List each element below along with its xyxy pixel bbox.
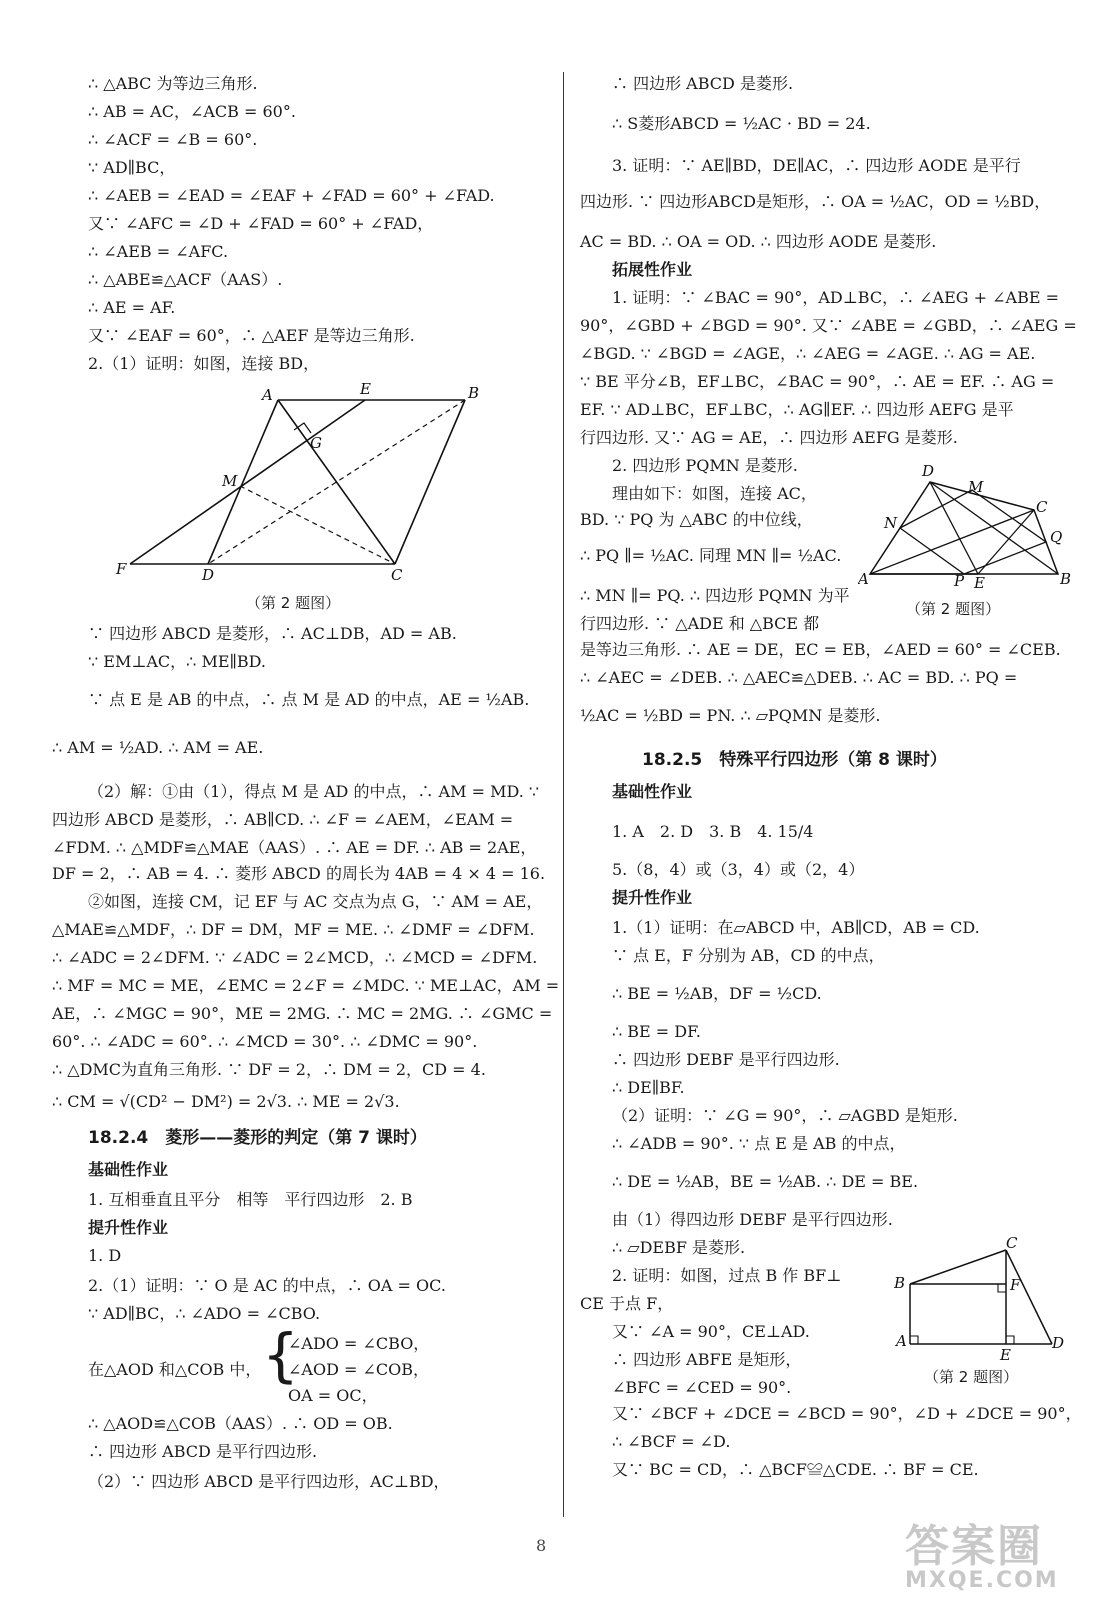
text-line: ∴ ▱DEBF 是菱形. (612, 1238, 746, 1257)
section-title: 18.2.4 菱形——菱形的判定（第 7 课时） (88, 1128, 427, 1148)
label-A: A (262, 386, 273, 404)
label-B: B (468, 384, 480, 402)
system-line: OA = OC， (288, 1386, 378, 1405)
text-line: ∠FDM. ∴ △MDF≌△MAE（AAS）. ∴ AE = DF. ∴ AB = 2AE， (52, 838, 537, 857)
label-F: F (1010, 1276, 1021, 1294)
text-line: 60°. ∴ ∠ADC = 60°. ∴ ∠MCD = 30°. ∴ ∠DMC = 90°. (52, 1032, 478, 1051)
section-label: 基础性作业 (612, 782, 693, 801)
text-line: ∴ BE = DF. (612, 1022, 701, 1041)
text-line: △MAE≌△MDF，∴ DF = DM，MF = ME. ∴ ∠DMF = ∠DFM. (52, 920, 535, 939)
text-line: （2）证明：∵ ∠G = 90°，∴ ▱AGBD 是矩形. (612, 1106, 958, 1125)
figure-caption: （第 2 题图） (906, 600, 1001, 618)
text-line: 2. 证明：如图，过点 B 作 BF⊥ (612, 1266, 842, 1285)
text-line: ∴ MF = MC = ME，∠EMC = 2∠F = ∠MDC. ∵ ME⊥AC，AM = (52, 976, 560, 995)
brace: { (262, 1321, 299, 1389)
text-line: AC = BD. ∴ OA = OD. ∴ 四边形 AODE 是菱形. (580, 232, 937, 251)
text-line: ∴ 四边形 ABCD 是平行四边形. (88, 1442, 318, 1461)
text-line: 1.（1）证明：在▱ABCD 中，AB∥CD，AB = CD. (612, 918, 980, 937)
text-line: 1. 互相垂直且平分 相等 平行四边形 2. B (88, 1190, 413, 1209)
text-line: 行四边形. 又∵ AG = AE，∴ 四边形 AEFG 是菱形. (580, 428, 958, 447)
text-line: ∴ ∠ADC = 2∠DFM. ∵ ∠ADC = 2∠MCD，∴ ∠MCD = ∠DFM. (52, 948, 538, 967)
text-line: 1. 证明：∵ ∠BAC = 90°，AD⊥BC，∴ ∠AEG + ∠ABE = (612, 288, 1060, 307)
text-line: AE，∴ ∠MGC = 90°，ME = 2MG. ∴ MC = 2MG. ∴ ∠GMC = (52, 1004, 553, 1023)
label-C: C (391, 566, 403, 584)
label-M: M (222, 472, 238, 490)
label-C: C (1036, 498, 1048, 516)
text-line: ∴ △AOD≌△COB（AAS）. ∴ OD = OB. (88, 1414, 393, 1433)
column-divider (563, 72, 564, 1517)
text-line: ∠BGD. ∵ ∠BGD = ∠AGE，∴ ∠AEG = ∠AGE. ∴ AG = AE. (580, 344, 1036, 363)
text-line: ∴ AB = AC，∠ACB = 60°. (88, 102, 296, 121)
text-line: ∴ ∠AEC = ∠DEB. ∴ △AEC≌△DEB. ∴ AC = BD. ∴ PQ = (580, 668, 1018, 687)
text-line: ∵ 点 E，F 分别为 AB，CD 的中点， (612, 946, 885, 965)
text-line: 2.（1）证明：∵ O 是 AC 的中点，∴ OA = OC. (88, 1276, 446, 1295)
text-line: EF. ∵ AD⊥BC，EF⊥BC，∴ AG∥EF. ∴ 四边形 AEFG 是平 (580, 400, 1014, 419)
text-line: 行四边形. ∵ △ADE 和 △BCE 都 (580, 614, 820, 633)
text-line: ½AC = ½BD = PN. ∴ ▱PQMN 是菱形. (580, 706, 881, 725)
text-line: （2）∵ 四边形 ABCD 是平行四边形，AC⊥BD， (88, 1472, 450, 1491)
text-line: 又∵ ∠BCF + ∠DCE = ∠BCD = 90°，∠D + ∠DCE = 90°， (612, 1404, 1082, 1423)
section-title: 18.2.5 特殊平行四边形（第 8 课时） (642, 750, 947, 770)
text-line: 1. D (88, 1246, 122, 1265)
text-line: ∴ △ABC 为等边三角形. (88, 74, 258, 93)
system-line: ∠AOD = ∠COB， (288, 1360, 430, 1379)
text-line: 理由如下：如图，连接 AC， (612, 484, 817, 503)
rectangle-figure (894, 1234, 1064, 1364)
rhombus-figure (110, 378, 500, 588)
label-Q: Q (1050, 528, 1063, 546)
text-line: 又∵ BC = CD，∴ △BCF≌△CDE. ∴ BF = CE. (612, 1460, 979, 1479)
label-N: N (884, 514, 898, 532)
page-number: 8 (536, 1536, 547, 1555)
label-D: D (202, 566, 215, 584)
text-line: ∴ ∠ACF = ∠B = 60°. (88, 130, 258, 149)
text-line: 四边形 ABCD 是菱形，∴ AB∥CD. ∴ ∠F = ∠AEM，∠EAM = (52, 810, 514, 829)
label-E: E (360, 380, 371, 398)
text-line: ∴ S菱形ABCD = ½AC · BD = 24. (612, 114, 871, 133)
label-A: A (858, 570, 869, 588)
text-line: 又∵ ∠EAF = 60°，∴ △AEF 是等边三角形. (88, 326, 415, 345)
section-label: 提升性作业 (612, 888, 693, 907)
text-line: ∴ ∠ADB = 90°. ∵ 点 E 是 AB 的中点， (612, 1134, 906, 1153)
text-line: 2. 四边形 PQMN 是菱形. (612, 456, 798, 475)
text-line: ∵ 点 E 是 AB 的中点，∴ 点 M 是 AD 的中点，AE = ½AB. (88, 690, 530, 709)
text-line: ∠BFC = ∠CED = 90°. (612, 1378, 792, 1397)
text-line: ∴ DE = ½AB，BE = ½AB. ∴ DE = BE. (612, 1172, 919, 1191)
text-line: ∵ EM⊥AC，∴ ME∥BD. (88, 652, 266, 671)
text-line: 是等边三角形. ∴ AE = DE，EC = EB，∠AED = 60° = ∠CEB. (580, 640, 1061, 659)
text-line: ∴ CM = √(CD² − DM²) = 2√3. ∴ ME = 2√3. (52, 1092, 400, 1111)
quadrilateral-figure (858, 462, 1073, 592)
text-line: 又∵ ∠AFC = ∠D + ∠FAD = 60° + ∠FAD， (88, 214, 434, 233)
label-P: P (954, 572, 965, 590)
text-line: ∵ AD∥BC， (88, 158, 176, 177)
text-line: ∵ 四边形 ABCD 是菱形，∴ AC⊥DB，AD = AB. (88, 624, 457, 643)
watermark (905, 1510, 1085, 1593)
text-line: ∴ AM = ½AD. ∴ AM = AE. (52, 738, 264, 757)
text-line: ∴ △DMC为直角三角形. ∵ DF = 2，∴ DM = 2，CD = 4. (52, 1060, 486, 1079)
text-line: ∴ DE∥BF. (612, 1078, 685, 1097)
text-line: ∴ MN ∥= PQ. ∴ 四边形 PQMN 为平 (580, 586, 850, 605)
text-line: ∴ 四边形 DEBF 是平行四边形. (612, 1050, 840, 1069)
text-line: （2）解：①由（1），得点 M 是 AD 的中点，∴ AM = MD. ∵ (88, 782, 540, 801)
watermark-bottom: MXQE.COM (905, 1568, 1059, 1593)
text-line: ∴ ∠BCF = ∠D. (612, 1432, 731, 1451)
section-label: 提升性作业 (88, 1218, 169, 1237)
label-D: D (1052, 1334, 1064, 1352)
text-line: 四边形. ∵ 四边形ABCD是矩形，∴ OA = ½AC，OD = ½BD， (580, 192, 1051, 211)
text-line: ∴ ∠AEB = ∠AFC. (88, 242, 229, 261)
section-label: 基础性作业 (88, 1160, 169, 1179)
label-G: G (310, 434, 322, 452)
label-C: C (1006, 1234, 1018, 1252)
text-line: ∴ PQ ∥= ½AC. 同理 MN ∥= ½AC. (580, 546, 842, 565)
text-line: 又∵ ∠A = 90°，CE⊥AD. (612, 1322, 810, 1341)
figure-caption: （第 2 题图） (924, 1368, 1019, 1386)
system-prefix: 在△AOD 和△COB 中， (88, 1360, 262, 1379)
label-M: M (968, 478, 984, 496)
label-B: B (1060, 570, 1072, 588)
text-line: 2.（1）证明：如图，连接 BD， (88, 354, 320, 373)
label-A: A (896, 1332, 907, 1350)
text-line: ∴ ∠AEB = ∠EAD = ∠EAF + ∠FAD = 60° + ∠FAD. (88, 186, 495, 205)
text-line: ②如图，连接 CM，记 EF 与 AC 交点为点 G，∵ AM = AE， (88, 892, 543, 911)
section-label: 拓展性作业 (612, 260, 693, 279)
text-line: DF = 2，∴ AB = 4. ∴ 菱形 ABCD 的周长为 4AB = 4 × 4 = 16. (52, 864, 546, 883)
text-line: ∴ BE = ½AB，DF = ½CD. (612, 984, 822, 1003)
text-line: ∴ 四边形 ABCD 是菱形. (612, 74, 794, 93)
text-line: ∵ BE 平分∠B，EF⊥BC，∠BAC = 90°，∴ AE = EF. ∴ AG = (580, 372, 1055, 391)
text-line: 90°，∠GBD + ∠BGD = 90°. 又∵ ∠ABE = ∠GBD，∴ ∠AEG = (580, 316, 1077, 335)
system-line: ∠ADO = ∠CBO， (288, 1334, 430, 1353)
text-line: ∵ AD∥BC，∴ ∠ADO = ∠CBO. (88, 1304, 321, 1323)
text-line: BD. ∵ PQ 为 △ABC 的中位线， (580, 510, 813, 529)
text-line: 5.（8，4）或（3，4）或（2，4） (612, 860, 865, 879)
figure-caption: （第 2 题图） (246, 594, 341, 612)
text-line: 3. 证明：∵ AE∥BD，DE∥AC，∴ 四边形 AODE 是平行 (612, 156, 1021, 175)
text-line: ∴ 四边形 ABFE 是矩形， (612, 1350, 802, 1369)
label-F: F (116, 560, 127, 578)
text-line: CE 于点 F， (580, 1294, 674, 1313)
text-line: 由（1）得四边形 DEBF 是平行四边形. (612, 1210, 893, 1229)
label-E: E (1000, 1346, 1011, 1364)
label-E: E (974, 574, 985, 592)
text-line: ∴ AE = AF. (88, 298, 176, 317)
watermark-top: 答案圈 (905, 1521, 1043, 1572)
text-line: ∴ △ABE≌△ACF（AAS）. (88, 270, 283, 289)
label-D: D (922, 462, 935, 480)
text-line: 1. A 2. D 3. B 4. 15/4 (612, 822, 814, 841)
label-B: B (894, 1274, 906, 1292)
